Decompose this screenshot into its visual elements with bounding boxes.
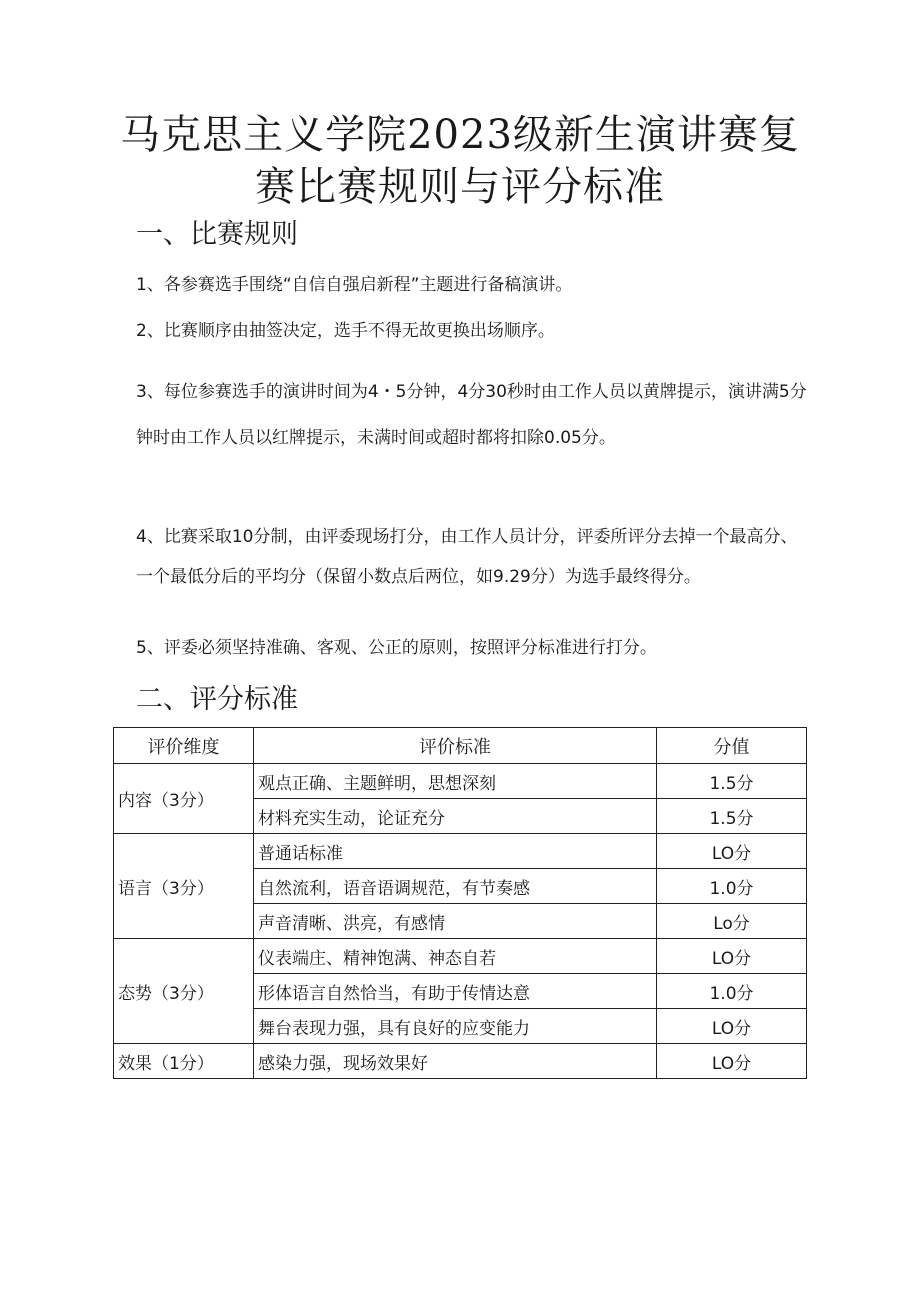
criterion-cell: 观点正确、主题鲜明，思想深刻 (254, 764, 657, 799)
criterion-cell: 自然流利，语音语调规范，有节奏感 (254, 869, 657, 904)
table-row (114, 1044, 807, 1079)
criterion-cell: 材料充实生动，论证充分 (254, 799, 657, 834)
score-cell: LO分 (657, 834, 807, 869)
section-heading-rules: 一、比赛规则 (136, 219, 298, 250)
header-dimension: 评价维度 (114, 728, 254, 764)
dimension-cell: 语言（3分） (114, 834, 254, 939)
header-criterion: 评价标准 (254, 728, 657, 764)
dimension-cell: 态势（3分） (114, 939, 254, 1044)
criterion-cell: 感染力强，现场效果好 (254, 1044, 657, 1079)
criterion-cell: 形体语言自然恰当，有助于传情达意 (254, 974, 657, 1009)
rule-item-2: 2、比赛顺序由抽签决定，选手不得无故更换出场顺序。 (136, 321, 555, 341)
criterion-cell: 普通话标准 (254, 834, 657, 869)
criterion-cell: 仪表端庄、精神饱满、神态自若 (254, 939, 657, 974)
score-cell: LO分 (657, 1044, 807, 1079)
rule-item-3: 3、每位参赛选手的演讲时间为4・5分钟，4分30秒时由工作人员以黄牌提示，演讲满5分钟时由工作人员以红牌提示，未满时间或超时都将扣除0.05分。 (136, 382, 807, 448)
dimension-cell: 内容（3分） (114, 764, 254, 834)
dimension-cell: 效果（1分） (114, 1044, 254, 1079)
score-cell: 1.0分 (657, 974, 807, 1009)
table-row (114, 764, 807, 799)
header-score: 分值 (657, 728, 807, 764)
score-cell: LO分 (657, 1009, 807, 1044)
rule-item-1: 1、各参赛选手围绕“自信自强启新程”主题进行备稿演讲。 (136, 275, 573, 295)
table-row (114, 939, 807, 974)
rule-item-5: 5、评委必须坚持准确、客观、公正的原则，按照评分标准进行打分。 (136, 638, 657, 658)
document-title-line-2: 赛比赛规则与评分标准 (255, 164, 665, 210)
score-cell: 1.0分 (657, 869, 807, 904)
score-cell: 1.5分 (657, 764, 807, 799)
scoring-table (113, 727, 807, 1079)
table-header-row (114, 728, 807, 764)
section-heading-criteria: 二、评分标准 (136, 684, 298, 715)
score-cell: Lo分 (657, 904, 807, 939)
table-row (114, 834, 807, 869)
score-cell: LO分 (657, 939, 807, 974)
criterion-cell: 舞台表现力强，具有良好的应变能力 (254, 1009, 657, 1044)
document-title-line-1: 马克思主义学院2023级新生演讲赛复 (120, 112, 800, 158)
score-cell: 1.5分 (657, 799, 807, 834)
criterion-cell: 声音清晰、洪亮，有感情 (254, 904, 657, 939)
rule-item-4: 4、比赛采取10分制，由评委现场打分，由工作人员计分，评委所评分去掉一个最高分、一个最低分后的平均分（保留小数点后两位，如9.29分）为选手最终得分。 (136, 527, 798, 587)
